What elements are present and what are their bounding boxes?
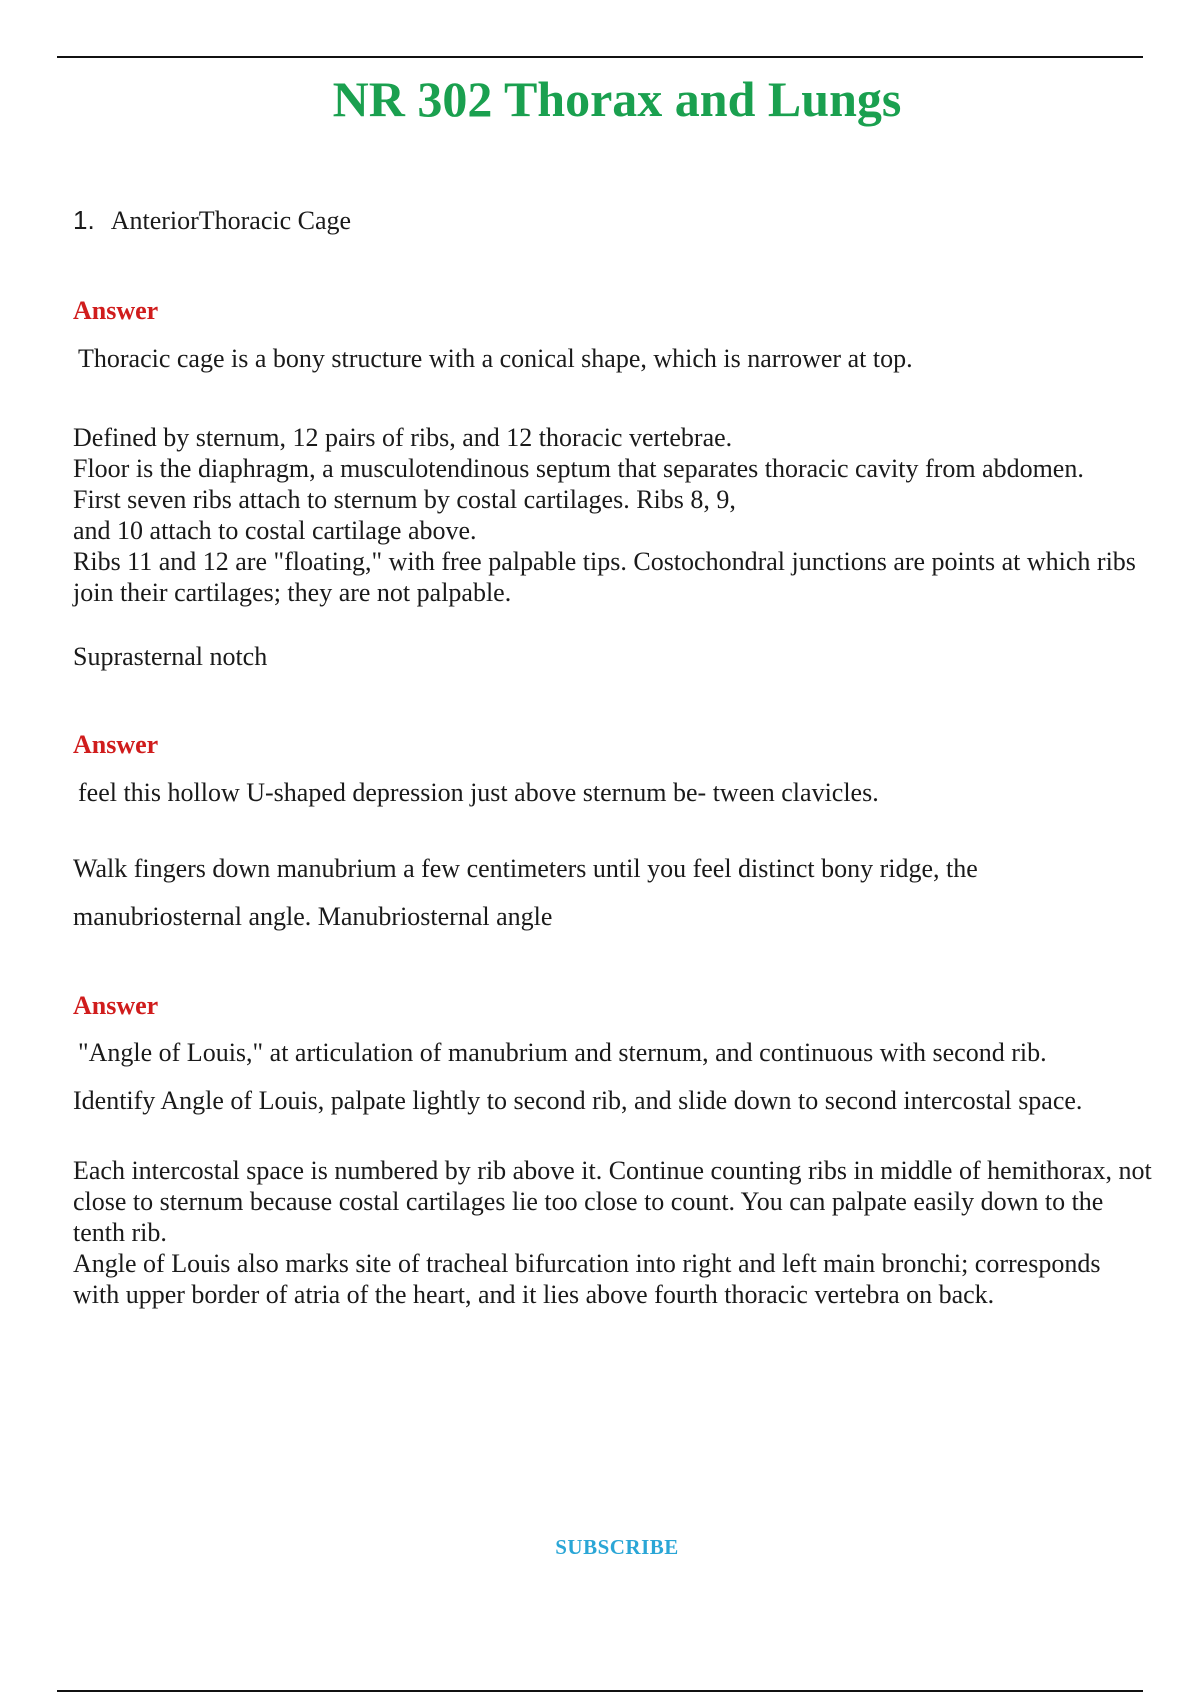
question-number: 1. — [73, 205, 95, 235]
bottom-rule — [57, 1690, 1143, 1692]
answer-label-1: Answer — [73, 296, 159, 325]
answer-text-3: "Angle of Louis," at articulation of manubrium and sternum, and continuous with second rib. — [78, 1038, 1047, 1067]
paragraph-suprasternal-notch: Suprasternal notch — [73, 642, 268, 671]
paragraph-floor: Floor is the diaphragm, a musculotendinous septum that separates thoracic cavity from abdomen. — [73, 454, 1084, 483]
page-title: NR 302 Thorax and Lungs — [332, 71, 902, 127]
paragraph-sternum: Defined by sternum, 12 pairs of ribs, and 12 thoracic vertebrae. — [73, 423, 733, 452]
question-1 — [73, 205, 1153, 236]
top-rule — [57, 56, 1143, 58]
paragraph-ribs-8-10: and 10 attach to costal cartilage above. — [73, 516, 477, 545]
answer-label-3: Answer — [73, 991, 159, 1020]
paragraph-floating-ribs: Ribs 11 and 12 are "floating," with free palpable tips. Costochondral junctions are points at which ribs join their cartilages; they are not palpable. — [73, 547, 1136, 607]
answer-label-2: Answer — [73, 730, 159, 759]
paragraph-identify-angle: Identify Angle of Louis, palpate lightly to second rib, and slide down to second intercostal space. — [73, 1086, 1083, 1115]
paragraph-manubrium: Walk fingers down manubrium a few centimeters until you feel distinct bony ridge, the manubriosternal angle. Manubriosternal angle — [73, 854, 978, 931]
answer-text-2: feel this hollow U-shaped depression just above sternum be- tween clavicles. — [78, 778, 879, 807]
subscribe-link[interactable]: SUBSCRIBE — [555, 1535, 679, 1559]
question-text: AnteriorThoracic Cage — [110, 206, 352, 235]
paragraph-intercostal-space: Each intercostal space is numbered by rib above it. Continue counting ribs in middle of hemithorax, not close to sternum because costal cartilages lie too close to count. You can palpate easily down to the tenth rib. — [73, 1156, 1152, 1247]
document-body — [73, 205, 1153, 1310]
paragraph-tracheal-bifurcation: Angle of Louis also marks site of tracheal bifurcation into right and left main bronchi; corresponds with upper border of atria of the heart, and it lies above fourth thoracic vertebra on back. — [73, 1249, 1101, 1309]
answer-text-1: Thoracic cage is a bony structure with a conical shape, which is narrower at top. — [78, 344, 913, 373]
paragraph-first-seven-ribs: First seven ribs attach to sternum by costal cartilages. Ribs 8, 9, — [73, 485, 736, 514]
